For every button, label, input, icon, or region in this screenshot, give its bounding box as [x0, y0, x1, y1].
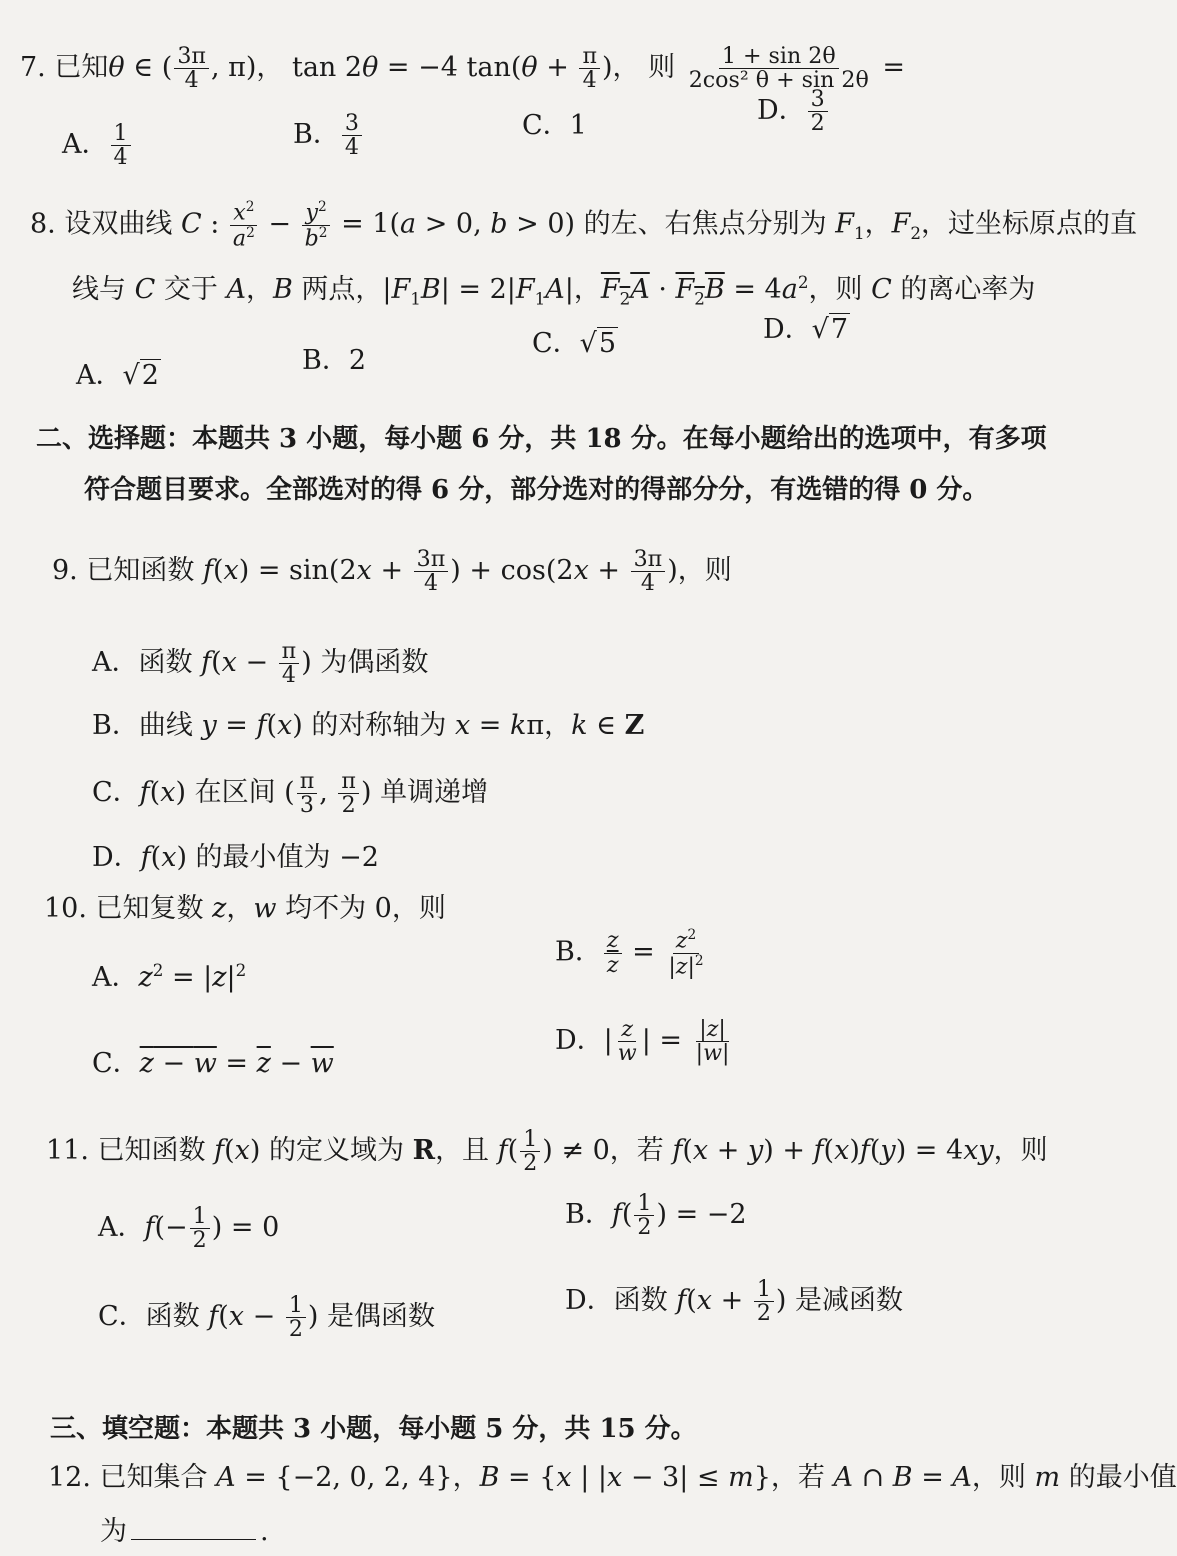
section-2-subheading: 符合题目要求。全部选对的得 6 分，部分选对的得部分分，有选错的得 0 分。	[84, 475, 989, 505]
q9-option-c: C．f(x) 在区间 ( $\frac{\pi}{3}$ , $\frac{\pi}{2}$ ) 单调递增	[92, 768, 489, 819]
q11-option-c: C．函数 f(x − $\frac{1}{2}$ ) 是偶函数	[98, 1292, 436, 1343]
q7-option-d: D． $\frac{3}{2}$	[757, 88, 830, 135]
q11-option-d: D．函数 f(x + $\frac{1}{2}$ ) 是减函数	[565, 1276, 904, 1327]
q11-option-a: A．f(− $\frac{1}{2}$ ) = 0	[98, 1203, 280, 1254]
q8-number: 8.	[30, 208, 56, 240]
q10-option-d: D．| $\frac{z}{w}$ | = $\frac{|z|}{|w|}$	[555, 1016, 730, 1067]
q9-stem: 9. 已知函数 f(x) = sin(2x + $\frac{3\pi}{4}$ ) + cos(2x + $\frac{3\pi}{4}$ )，则	[52, 546, 732, 597]
q7-number: 7.	[20, 52, 46, 84]
q10-stem: 10. 已知复数 z，w 均不为 0，则	[44, 893, 446, 924]
q11-stem: 11. 已知函数 f(x) 的定义域为 R，且 f( $\frac{1}{2}$ ) ≠ 0，若 f(x + y) + f(x)f(y) = 4xy，则	[46, 1126, 1048, 1177]
q7-then: 则	[648, 52, 676, 84]
q10-number: 10.	[44, 893, 87, 924]
q8-stem-line1: 8. 设双曲线 C : $\frac{x^2}{a^2}$ − $\frac{y^2}{b^2}$ = 1(a > 0, b > 0) 的左、右焦点分别为 $F_1$，$F_2$，过坐标原点的直	[30, 199, 1138, 251]
section-3-heading: 三、填空题：本题共 3 小题，每小题 5 分，共 15 分。	[50, 1414, 697, 1444]
q7-option-c: C．1	[522, 110, 587, 141]
q7-stem: 7. 已知θ ∈ ( $\frac{3\pi}{4}$ , π)， tan 2θ = −4 tan(θ + $\frac{\pi}{4}$ )， 则 $\frac{1 + \sin 2\theta}{\text{2cos² θ + sin 2θ}}$ =	[20, 43, 906, 94]
q9-option-d: D．f(x) 的最小值为 −2	[92, 842, 379, 873]
q8-option-c: C．√5	[532, 328, 617, 359]
q10-option-b: B． $\frac{z}{z}$ = $\frac{z^2}{|z|^2}$	[555, 927, 704, 979]
section-2-heading: 二、选择题：本题共 3 小题，每小题 6 分，共 18 分。在每小题给出的选项中，有多项	[36, 424, 1047, 454]
q12-stem-line1: 12. 已知集合 A = {−2, 0, 2, 4}，B = {x | |x − 3| ≤ m}，若 A ∩ B = A，则 m 的最小值	[48, 1462, 1177, 1493]
q7-lead: 已知	[54, 52, 109, 84]
q12-number: 12.	[48, 1462, 91, 1493]
q11-number: 11.	[46, 1135, 89, 1167]
q9-option-b: B．曲线 y = f(x) 的对称轴为 x = kπ，k ∈ Z	[92, 710, 645, 741]
q8-stem-line2: 线与 C 交于 A，B 两点，$|F_1B| = 2|F_1A|$，$F_2A \cdot F_2B = 4a^2$，则 C 的离心率为	[72, 272, 1036, 309]
q9-option-a: A．函数 f(x − $\frac{\pi}{4}$ ) 为偶函数	[92, 638, 429, 689]
q8-option-a: A．√2	[76, 360, 159, 391]
q12-stem-line2: 为 .	[100, 1516, 269, 1547]
q9-number: 9.	[52, 555, 78, 587]
q8-option-b: B．2	[302, 345, 367, 376]
q7-expression: $\frac{1 + \sin 2\theta}{\text{2cos² θ + sin 2θ}}$	[688, 43, 869, 94]
q8-option-d: D．√7	[763, 314, 849, 345]
q10-option-c: C．$z - w = \overline{z} - \overline{w}$	[92, 1048, 334, 1079]
q7-option-a: A． $\frac{1}{4}$	[62, 122, 133, 169]
q7-option-b: B． $\frac{3}{4}$	[293, 112, 364, 159]
q11-option-b: B．f( $\frac{1}{2}$ ) = −2	[565, 1190, 747, 1241]
q10-option-a: A．$z^2 = |z|^2$	[92, 960, 247, 993]
q12-answer-blank[interactable]	[131, 1517, 256, 1540]
